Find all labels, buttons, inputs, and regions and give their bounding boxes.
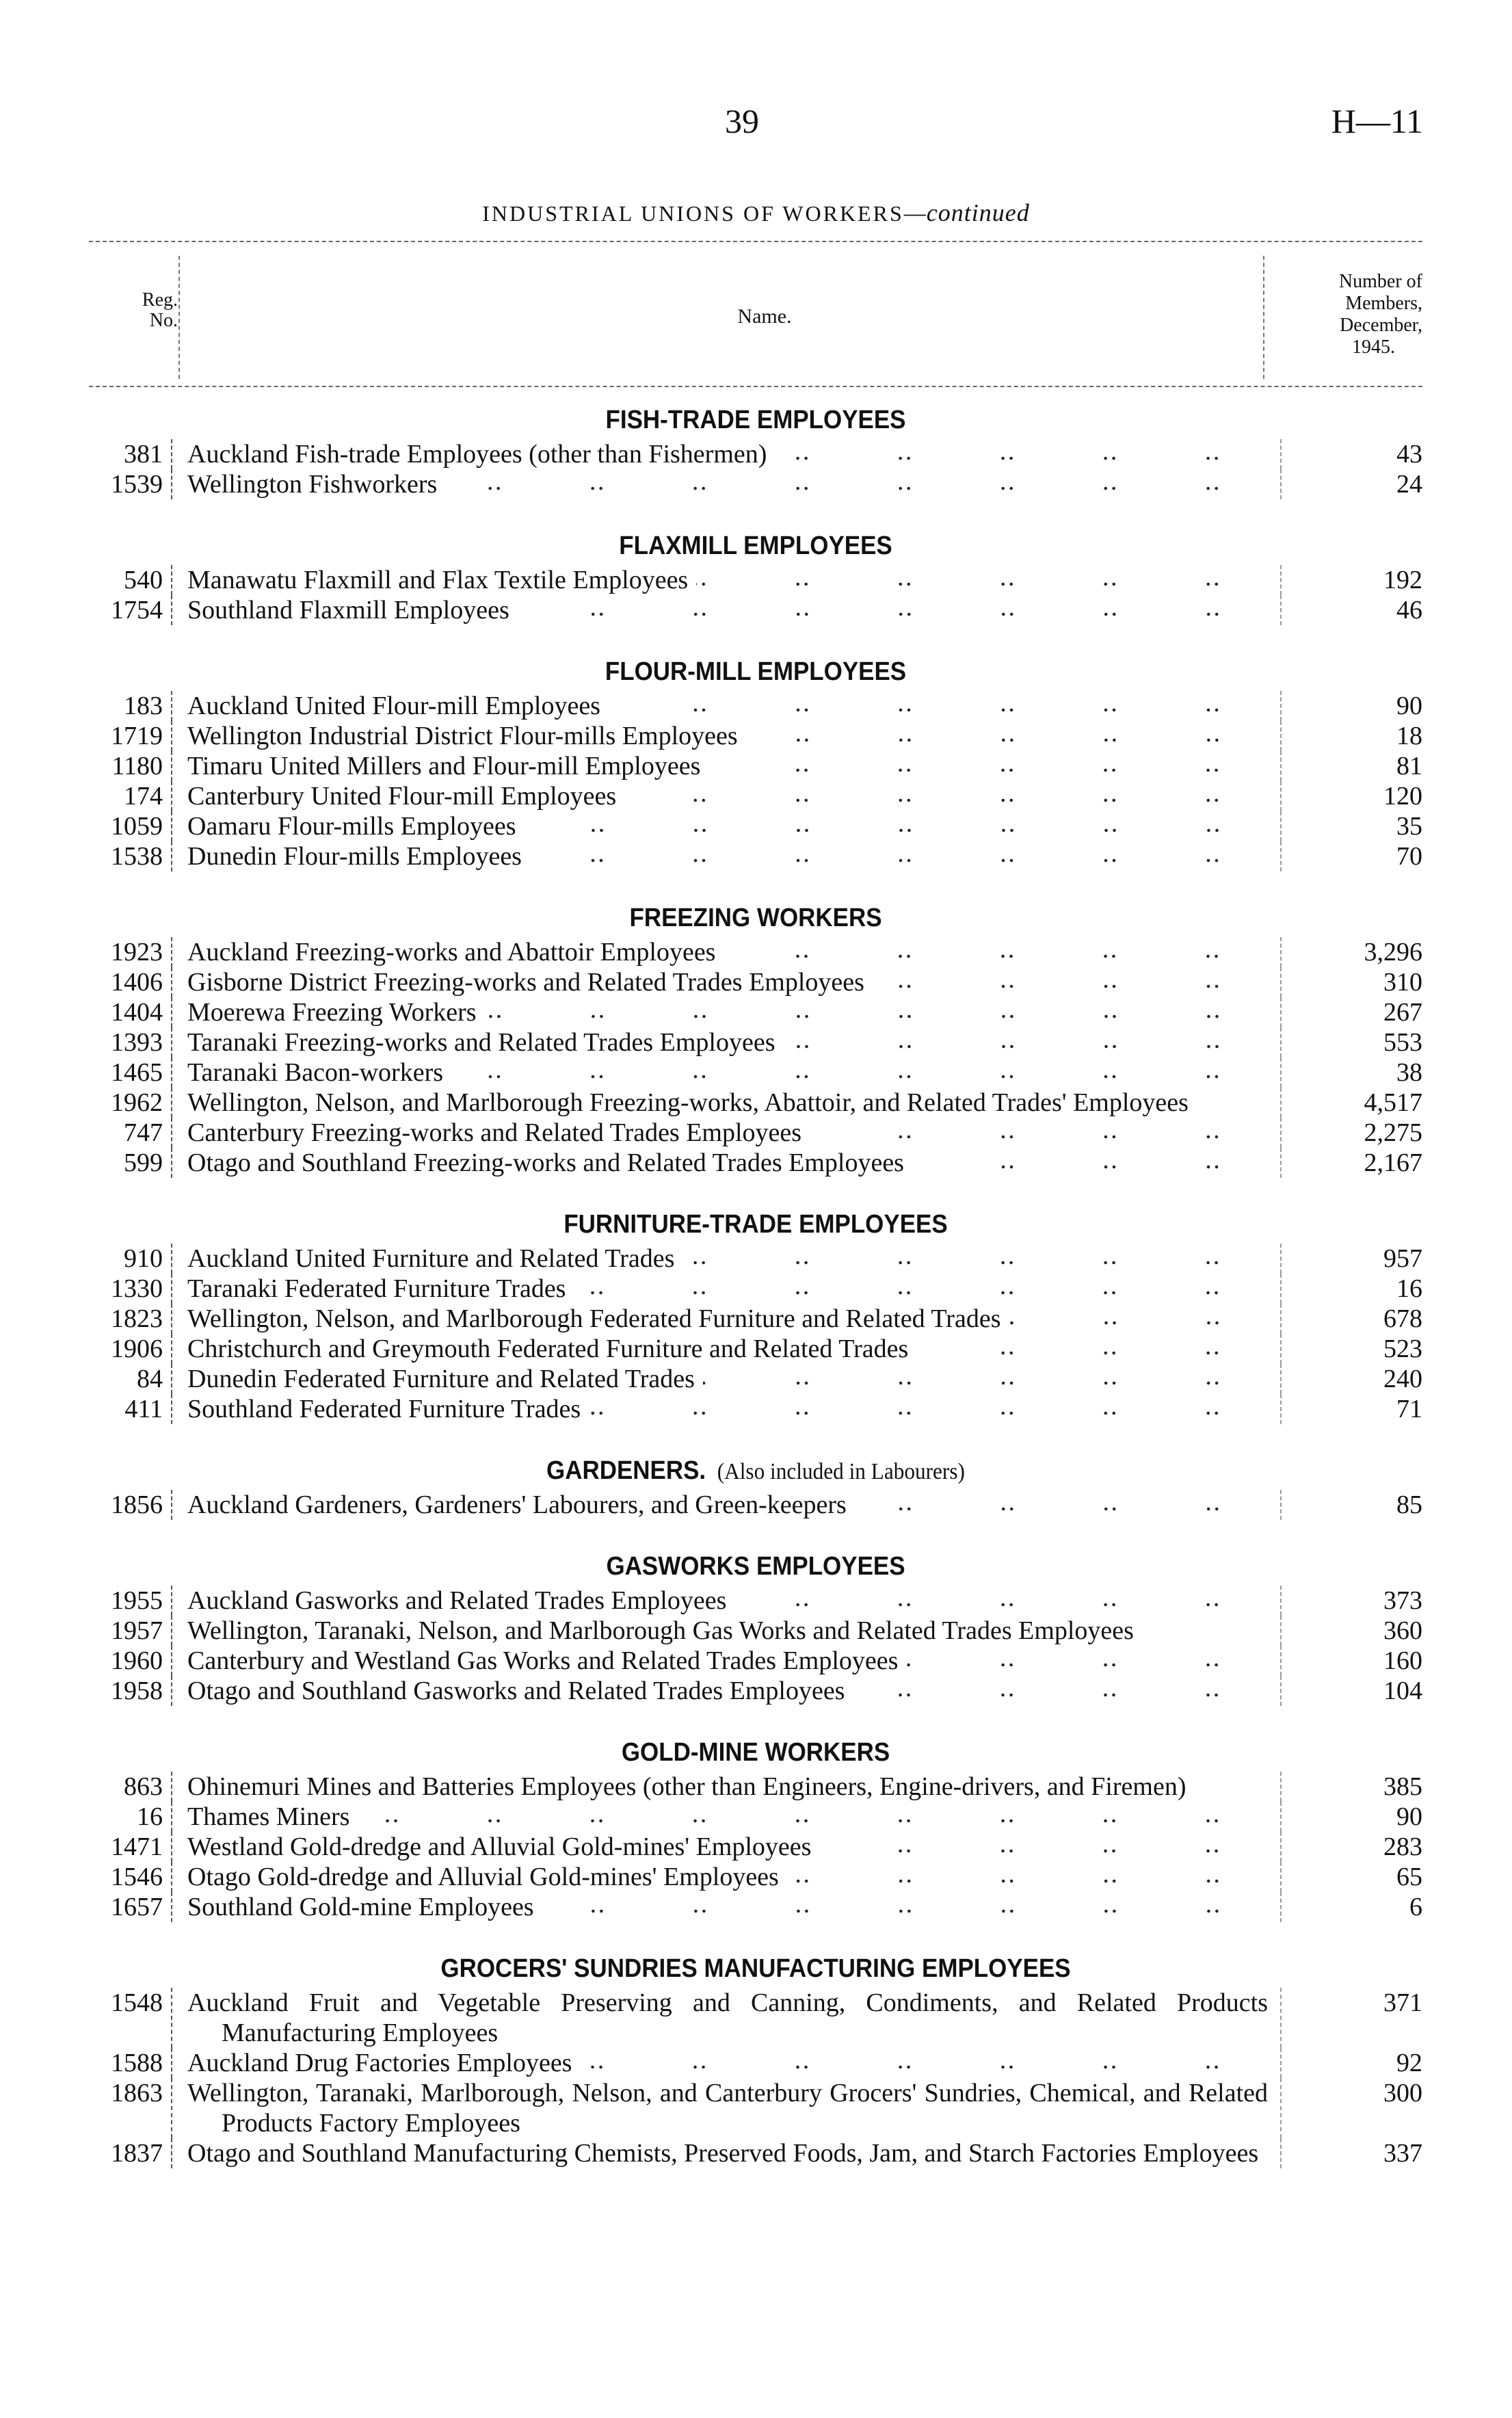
union-name: Auckland Fish-trade Employees (other than Fishermen) (187, 440, 767, 469)
unions-table (89, 401, 1422, 2168)
member-count: 300 (1383, 2079, 1422, 2107)
section-title (142, 653, 1369, 691)
section (89, 1733, 1422, 1922)
union-name: Southland Federated Furniture Trades (187, 1395, 581, 1423)
reg-number: 747 (89, 1118, 172, 1148)
table-row (89, 721, 1422, 751)
member-count: 4,517 (1364, 1088, 1422, 1117)
member-count: 523 (1383, 1335, 1422, 1363)
table-row (89, 1802, 1422, 1832)
reg-number: 1837 (89, 2138, 172, 2168)
reg-number: 1719 (89, 721, 172, 751)
page-number: 39 (725, 102, 759, 140)
union-name-cell (172, 1862, 1282, 1892)
section-title-text: GROCERS' SUNDRIES MANUFACTURING EMPLOYEES (440, 1954, 1071, 1983)
union-name-cell (172, 1394, 1282, 1424)
union-name: Auckland Fruit and Vegetable Preserving and Canning, Condiments, and Related Products Manufacturing Employees (187, 1988, 1268, 2047)
table-row (89, 2078, 1422, 2138)
section-title-text: GOLD-MINE WORKERS (621, 1738, 890, 1767)
reg-number: 1471 (89, 1832, 172, 1862)
subtitle-continued: —continued (903, 199, 1030, 226)
table-row (89, 1646, 1422, 1676)
table-row (89, 1490, 1422, 1520)
union-name-cell (172, 1364, 1282, 1394)
dot-leader (787, 1862, 1268, 1892)
table-row (89, 997, 1422, 1027)
table-row (89, 1244, 1422, 1274)
table-row (89, 1027, 1422, 1057)
member-count: 46 (1396, 596, 1422, 625)
dot-leader (451, 1057, 1268, 1088)
dot-leader (734, 1586, 1268, 1616)
section (89, 653, 1422, 871)
section-title (142, 1733, 1369, 1772)
union-name: Wellington Fishworkers (187, 470, 438, 499)
dot-leader (445, 469, 1268, 499)
reg-number: 1823 (89, 1304, 172, 1334)
reg-number: 1960 (89, 1646, 172, 1676)
reg-number: 1393 (89, 1027, 172, 1057)
union-name: Taranaki Bacon-workers (187, 1058, 444, 1087)
reg-no-header (89, 290, 178, 331)
table-row (89, 781, 1422, 811)
dot-leader (810, 1118, 1268, 1148)
dot-leader (542, 1892, 1268, 1922)
table-row (89, 595, 1422, 625)
union-name-cell (172, 1892, 1282, 1922)
union-name: Auckland Gardeners, Gardeners' Labourers, and Green-keepers (187, 1490, 847, 1519)
section-note: (Also included in Labourers) (717, 1459, 965, 1484)
union-name-cell (172, 1646, 1282, 1676)
union-name: Wellington Industrial District Flour-mills Employees (187, 722, 738, 750)
member-count: 6 (1409, 1893, 1422, 1921)
table-row (89, 1148, 1422, 1178)
member-count: 678 (1383, 1304, 1422, 1333)
table-row (89, 937, 1422, 967)
table-row (89, 1988, 1422, 2048)
section (89, 1205, 1422, 1424)
member-count: 38 (1396, 1058, 1422, 1087)
union-name: Southland Gold-mine Employees (187, 1893, 534, 1921)
section-title-text: FLAXMILL EMPLOYEES (619, 531, 892, 560)
reg-number: 1957 (89, 1616, 172, 1646)
member-count: 553 (1383, 1028, 1422, 1057)
table-row (89, 2048, 1422, 2078)
dot-leader (746, 721, 1268, 751)
union-name: Taranaki Federated Furniture Trades (187, 1274, 566, 1303)
page-subtitle (0, 198, 1512, 227)
table-row (89, 967, 1422, 997)
reg-number: 1657 (89, 1892, 172, 1922)
dot-leader (609, 691, 1268, 721)
union-name: Otago and Southland Freezing-works and Related Trades Employees (187, 1148, 904, 1177)
union-name-cell (172, 1802, 1282, 1832)
table-row (89, 1832, 1422, 1862)
table-row (89, 841, 1422, 871)
union-name: Southland Flaxmill Employees (187, 596, 509, 625)
dot-leader (589, 1394, 1268, 1424)
union-name-cell (172, 841, 1282, 871)
union-name-cell (172, 721, 1282, 751)
union-name-cell (172, 1057, 1282, 1088)
union-name-cell (172, 2078, 1282, 2138)
union-name: Auckland Drug Factories Employees (187, 2049, 572, 2077)
table-row (89, 751, 1422, 781)
dot-leader (525, 811, 1269, 841)
union-name: Wellington, Nelson, and Marlborough Freezing-works, Abattoir, and Related Trades' Employees (187, 1088, 1189, 1117)
members-header (1265, 271, 1422, 358)
table-row (89, 1304, 1422, 1334)
section-title-text: FURNITURE-TRADE EMPLOYEES (563, 1210, 948, 1239)
member-count: 43 (1396, 440, 1422, 469)
union-name: Taranaki Freezing-works and Related Trades Employees (187, 1028, 775, 1057)
table-row (89, 811, 1422, 841)
member-count: 957 (1383, 1244, 1422, 1273)
reg-number: 910 (89, 1244, 172, 1274)
union-name: Moerewa Freezing Workers (187, 998, 477, 1027)
dot-leader (358, 1802, 1268, 1832)
column-divider (1263, 256, 1264, 379)
section-title-text: FLOUR-MILL EMPLOYEES (605, 657, 907, 686)
reg-number: 174 (89, 781, 172, 811)
member-count: 71 (1396, 1395, 1422, 1423)
dot-leader (819, 1832, 1268, 1862)
dot-leader (724, 937, 1268, 967)
member-count: 35 (1396, 812, 1422, 841)
table-row (89, 1862, 1422, 1892)
union-name-cell (172, 2048, 1282, 2078)
section (89, 1547, 1422, 1706)
dot-leader (906, 1646, 1268, 1676)
union-name-cell (172, 1832, 1282, 1862)
table-row (89, 1274, 1422, 1304)
table-row (89, 1616, 1422, 1646)
union-name-cell (172, 1334, 1282, 1364)
table-row (89, 1892, 1422, 1922)
reg-number: 1406 (89, 967, 172, 997)
table-row (89, 1586, 1422, 1616)
union-name: Oamaru Flour-mills Employees (187, 812, 516, 841)
union-name-cell (172, 595, 1282, 625)
reg-number: 1958 (89, 1676, 172, 1706)
member-count: 18 (1396, 722, 1422, 750)
dot-leader (873, 967, 1268, 997)
member-count: 92 (1396, 2049, 1422, 2077)
union-name-cell (172, 565, 1282, 595)
reg-number: 1856 (89, 1490, 172, 1520)
subtitle-text: INDUSTRIAL UNIONS OF WORKERS (482, 201, 904, 226)
section-title (142, 1949, 1369, 1988)
reg-header-line: Reg. (142, 289, 178, 311)
table-row (89, 1772, 1422, 1802)
reg-number: 1588 (89, 2048, 172, 2078)
dot-leader (703, 1364, 1268, 1394)
reg-number: 411 (89, 1394, 172, 1424)
section-title-text: GARDENERS. (546, 1456, 706, 1485)
union-name-cell (172, 1586, 1282, 1616)
reg-number: 1539 (89, 469, 172, 499)
union-name-cell (172, 1088, 1282, 1118)
union-name: Auckland United Flour-mill Employees (187, 692, 600, 720)
member-count: 360 (1383, 1616, 1422, 1645)
reg-number: 1546 (89, 1862, 172, 1892)
union-name-cell (172, 967, 1282, 997)
reg-number: 1180 (89, 751, 172, 781)
union-name: Auckland United Furniture and Related Trades (187, 1244, 675, 1273)
union-name: Auckland Freezing-works and Abattoir Employees (187, 938, 716, 967)
section-title (142, 1451, 1369, 1490)
member-count: 3,296 (1364, 938, 1422, 967)
table-row (89, 691, 1422, 721)
reg-number: 16 (89, 1802, 172, 1832)
member-count: 90 (1396, 1802, 1422, 1831)
section (89, 527, 1422, 625)
dot-leader (485, 997, 1268, 1027)
table-row (89, 1088, 1422, 1118)
table-row (89, 1118, 1422, 1148)
union-name-cell (172, 997, 1282, 1027)
reg-number: 1923 (89, 937, 172, 967)
union-name: Canterbury United Flour-mill Employees (187, 782, 617, 811)
member-count: 85 (1396, 1490, 1422, 1519)
union-name: Thames Miners (187, 1802, 350, 1831)
reg-number: 1962 (89, 1088, 172, 1118)
union-name: Wellington, Taranaki, Nelson, and Marlborough Gas Works and Related Trades Employees (187, 1616, 1134, 1645)
table-row (89, 1676, 1422, 1706)
dot-leader (580, 2048, 1268, 2078)
union-name-cell (172, 1027, 1282, 1057)
reg-number: 1955 (89, 1586, 172, 1616)
member-count: 240 (1383, 1365, 1422, 1393)
union-name: Otago and Southland Manufacturing Chemists, Preserved Foods, Jam, and Starch Factories Employees (187, 2139, 1259, 2168)
union-name-cell (172, 2138, 1282, 2168)
document-reference: H—11 (1331, 102, 1423, 140)
table-row (89, 439, 1422, 469)
reg-number: 84 (89, 1364, 172, 1394)
union-name-cell (172, 811, 1282, 841)
union-name: Gisborne District Freezing-works and Related Trades Employees (187, 968, 864, 997)
table-row (89, 469, 1422, 499)
union-name: Canterbury Freezing-works and Related Trades Employees (187, 1118, 802, 1147)
dot-leader (916, 1334, 1268, 1364)
union-name-cell (172, 937, 1282, 967)
union-name: Christchurch and Greymouth Federated Furniture and Related Trades (187, 1335, 909, 1363)
union-name: Manawatu Flaxmill and Flax Textile Employees (187, 566, 689, 594)
union-name: Dunedin Federated Furniture and Related Trades (187, 1365, 695, 1393)
member-count: 70 (1396, 842, 1422, 871)
dot-leader (624, 781, 1268, 811)
union-name: Timaru United Millers and Flour-mill Employees (187, 752, 701, 780)
section-title (142, 1205, 1369, 1244)
table-row (89, 1394, 1422, 1424)
members-header-line: 1945. (1352, 337, 1395, 358)
member-count: 120 (1383, 782, 1422, 811)
member-count: 192 (1383, 566, 1422, 594)
member-count: 65 (1396, 1863, 1422, 1891)
dot-leader (682, 1244, 1268, 1274)
dot-leader (912, 1148, 1268, 1178)
table-row (89, 1334, 1422, 1364)
dot-leader (518, 595, 1268, 625)
union-name-cell (172, 1490, 1282, 1520)
table-row (89, 1364, 1422, 1394)
union-name-cell (172, 1244, 1282, 1274)
reg-number: 1548 (89, 1988, 172, 2048)
section-title-text: GASWORKS EMPLOYEES (606, 1552, 905, 1581)
section (89, 1949, 1422, 2168)
table-row (89, 2138, 1422, 2168)
member-count: 337 (1383, 2139, 1422, 2168)
member-count: 371 (1383, 1988, 1422, 2017)
section-title (142, 401, 1369, 439)
reg-number: 540 (89, 565, 172, 595)
dot-leader (775, 439, 1268, 469)
reg-number: 1754 (89, 595, 172, 625)
dot-leader (530, 841, 1268, 871)
union-name: Canterbury and Westland Gas Works and Related Trades Employees (187, 1646, 899, 1675)
section-title-text: FREEZING WORKERS (629, 904, 882, 932)
dot-leader (696, 565, 1268, 595)
union-name: Ohinemuri Mines and Batteries Employees (other than Engineers, Engine-drivers, and Firemen) (187, 1772, 1186, 1801)
dot-leader (855, 1490, 1268, 1520)
members-header-line: December, (1340, 315, 1422, 336)
union-name: Otago and Southland Gasworks and Related Trades Employees (187, 1677, 845, 1705)
reg-number: 1863 (89, 2078, 172, 2138)
section-title-text: FISH-TRADE EMPLOYEES (605, 406, 906, 434)
dot-leader (853, 1676, 1268, 1706)
member-count: 267 (1383, 998, 1422, 1027)
union-name: Wellington, Nelson, and Marlborough Federated Furniture and Related Trades (187, 1304, 1001, 1333)
member-count: 283 (1383, 1832, 1422, 1861)
union-name: Otago Gold-dredge and Alluvial Gold-mines' Employees (187, 1863, 779, 1891)
union-name-cell (172, 469, 1282, 499)
reg-header-line: No. (149, 310, 178, 331)
table-row (89, 565, 1422, 595)
reg-number: 1465 (89, 1057, 172, 1088)
reg-number: 863 (89, 1772, 172, 1802)
reg-number: 599 (89, 1148, 172, 1178)
dot-leader (708, 751, 1268, 781)
union-name-cell (172, 781, 1282, 811)
member-count: 16 (1396, 1274, 1422, 1303)
member-count: 90 (1396, 692, 1422, 720)
member-count: 2,275 (1364, 1118, 1422, 1147)
name-header: Name. (737, 305, 792, 328)
member-count: 160 (1383, 1646, 1422, 1675)
dot-leader (574, 1274, 1268, 1304)
member-count: 2,167 (1364, 1148, 1422, 1177)
member-count: 373 (1383, 1586, 1422, 1615)
union-name-cell (172, 751, 1282, 781)
section-title (142, 1547, 1369, 1586)
member-count: 81 (1396, 752, 1422, 780)
union-name: Wellington, Taranaki, Marlborough, Nelson, and Canterbury Grocers' Sundries, Chemical, and Related Products Factory Employees (187, 2079, 1268, 2138)
union-name-cell (172, 1676, 1282, 1706)
dot-leader (1009, 1304, 1269, 1334)
reg-number: 1538 (89, 841, 172, 871)
union-name: Dunedin Flour-mills Employees (187, 842, 522, 871)
members-header-line: Number of (1338, 271, 1422, 292)
union-name-cell (172, 1772, 1282, 1802)
section-title (142, 899, 1369, 937)
union-name-cell (172, 1988, 1282, 2048)
union-name-cell (172, 1274, 1282, 1304)
reg-number: 1906 (89, 1334, 172, 1364)
members-header-line: Members, (1345, 293, 1422, 314)
reg-number: 1059 (89, 811, 172, 841)
union-name-cell (172, 1304, 1282, 1334)
member-count: 104 (1383, 1677, 1422, 1705)
section (89, 899, 1422, 1178)
reg-number: 1330 (89, 1274, 172, 1304)
table-header (89, 241, 1422, 387)
union-name: Westland Gold-dredge and Alluvial Gold-mines' Employees (187, 1832, 812, 1861)
union-name-cell (172, 691, 1282, 721)
union-name-cell (172, 1148, 1282, 1178)
section (89, 401, 1422, 499)
section-title (142, 527, 1369, 565)
section (89, 1451, 1422, 1520)
member-count: 310 (1383, 968, 1422, 997)
member-count: 385 (1383, 1772, 1422, 1801)
reg-number: 381 (89, 439, 172, 469)
reg-number: 183 (89, 691, 172, 721)
reg-number: 1404 (89, 997, 172, 1027)
union-name-cell (172, 439, 1282, 469)
union-name: Auckland Gasworks and Related Trades Employees (187, 1586, 727, 1615)
member-count: 24 (1396, 470, 1422, 499)
dot-leader (784, 1027, 1269, 1057)
table-row (89, 1057, 1422, 1088)
union-name-cell (172, 1616, 1282, 1646)
union-name-cell (172, 1118, 1282, 1148)
